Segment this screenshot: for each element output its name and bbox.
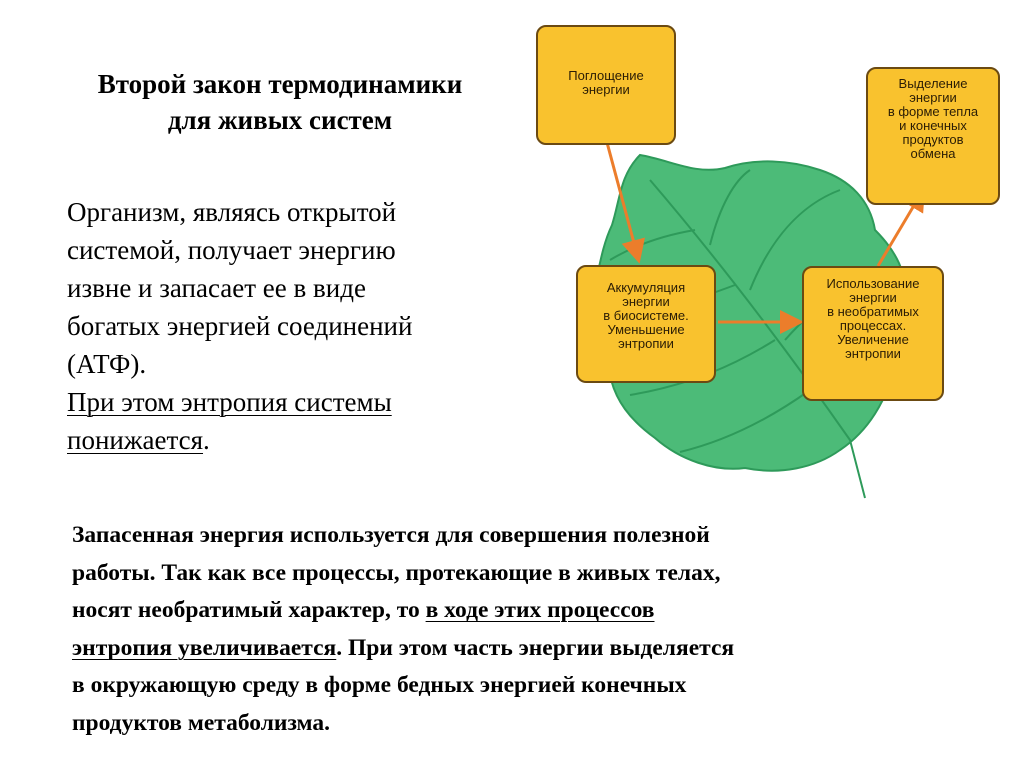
- underlined-text: При этом энтропия системы: [67, 387, 392, 417]
- box-line: обмена: [910, 146, 956, 161]
- box-line: энтропии: [845, 346, 901, 361]
- energy-flow-diagram: [520, 20, 979, 500]
- trailing-period: .: [203, 425, 210, 455]
- box-line: энергии: [622, 294, 670, 309]
- box-line: Увеличение: [837, 332, 909, 347]
- body-line: системой, получает энергию: [67, 235, 396, 265]
- conclusion-line: работы. Так как все процессы, протекающие в живых телах,: [72, 559, 721, 586]
- body-underlined-line: [67, 421, 517, 459]
- box-line: продуктов: [902, 132, 964, 147]
- conclusion-line: продуктов метаболизма.: [72, 709, 331, 736]
- usage-box: [802, 266, 944, 401]
- body-line: Организм, являясь открытой: [67, 197, 397, 227]
- box-line: Аккумуляция: [606, 280, 686, 295]
- absorption-box: [536, 25, 676, 145]
- underlined-text: понижается: [67, 425, 204, 455]
- box-line: энергии: [909, 90, 957, 105]
- title-line-1: Второй закон термодинамики: [97, 69, 463, 99]
- box-line: Уменьшение: [607, 322, 685, 337]
- box-line: в необратимых: [827, 304, 919, 319]
- plain-text: . При этом часть энергии выделяется: [336, 634, 735, 661]
- box-line: процессах.: [839, 318, 907, 333]
- box-line: в биосистеме.: [603, 308, 689, 323]
- box-line: энтропии: [618, 336, 674, 351]
- title-line-2: для живых систем: [167, 105, 393, 135]
- slide-title: [40, 66, 520, 138]
- box-line: энергии: [849, 290, 897, 305]
- box-line: Выделение: [898, 76, 968, 91]
- plain-text: носят необратимый характер, то: [72, 597, 426, 623]
- body-line: извне и запасает ее в виде: [67, 273, 366, 303]
- body-underlined-line: [67, 383, 517, 421]
- release-box: [866, 67, 1000, 205]
- underlined-text: энтропия увеличивается: [72, 634, 337, 661]
- conclusion-paragraph: [72, 517, 972, 742]
- box-line: Поглощение: [568, 68, 644, 83]
- box-line: энергии: [582, 82, 630, 97]
- conclusion-line: Запасенная энергия используется для совершения полезной: [72, 522, 710, 548]
- box-line: Использование: [826, 276, 920, 291]
- body-paragraph: [67, 193, 517, 459]
- conclusion-line: [72, 630, 972, 668]
- conclusion-line: в окружающую среду в форме бедных энергией конечных: [72, 672, 687, 698]
- accumulation-box: [576, 265, 716, 383]
- body-line: (АТФ).: [67, 349, 147, 379]
- box-line: в форме тепла: [887, 104, 979, 119]
- conclusion-line: [72, 592, 972, 630]
- box-line: и конечных: [899, 118, 967, 133]
- body-line: богатых энергией соединений: [67, 311, 413, 341]
- underlined-text: в ходе этих процессов: [425, 597, 655, 623]
